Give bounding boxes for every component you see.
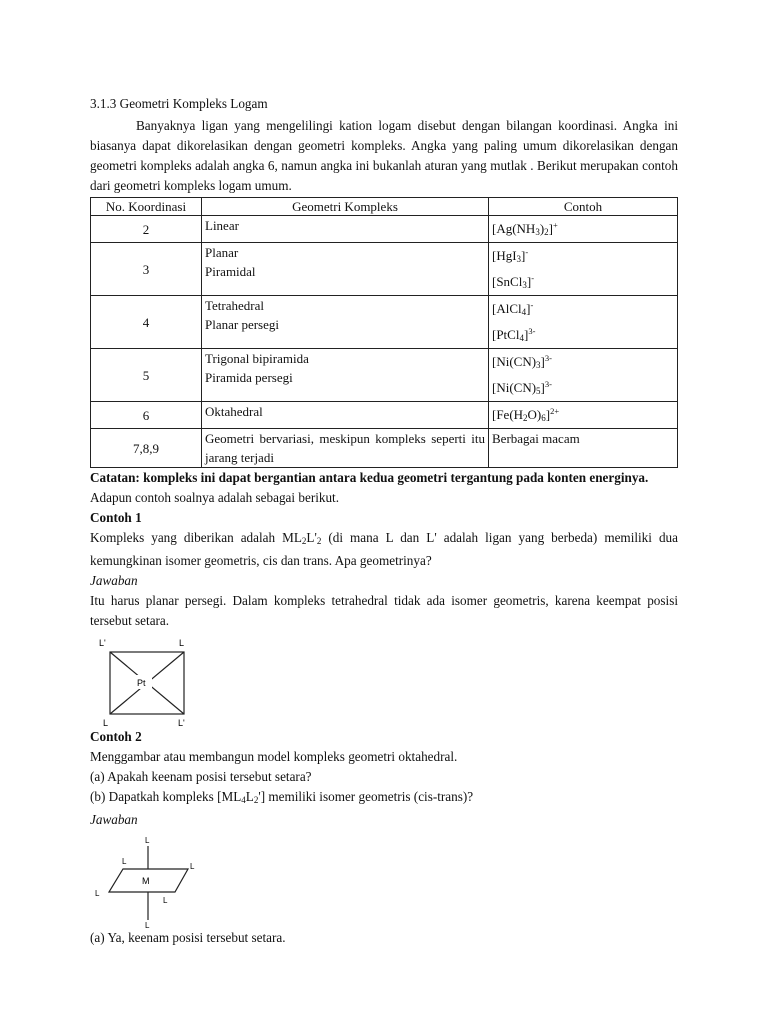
table-row [91,429,678,468]
table-header: No. Koordinasi [91,198,202,216]
example-formula: $[Fe(H_2O)_6]^{2+}$ [489,402,678,429]
example-formula: [SnCl$_3$]- [492,273,535,290]
ligand-label: L [190,862,195,871]
geometry-name: Trigonal bipiramida [205,351,309,366]
example2-question-1: Menggambar atau membangun model kompleks geometri oktahedral. [90,749,458,764]
geometry-name: Planar persegi [205,317,280,332]
geometry-name: Linear [202,216,489,243]
example-formula: $[Ni(CN)_3]^{3-}$ [492,353,552,370]
document-page [90,94,678,948]
ligand-label: L [122,857,127,866]
section-title: 3.1.3 Geometri Kompleks Logam [90,96,268,111]
coordination-number: 6 [91,402,202,429]
example-formula: [HgI$_3$]- [492,247,529,264]
intro-paragraph: Banyaknya ligan yang mengelilingi kation logam disebut dengan bilangan koordinasi. Angka ini biasanya dapat dikorelasikan dengan geometri kompleks. Angka yang paling umum dikorelasikan dengan geometri kompleks adalah angka 6, namun angka ini bukanlah aturan yang mutlak . Berikut merupakan contoh dari geometri kompleks logam umum. [90,118,678,193]
table-header: Geometri Kompleks [202,198,489,216]
table-row [91,402,678,429]
ligand-label: L [163,896,168,905]
ligand-label: L [145,836,150,845]
geometry-table [90,197,678,468]
example1-title: Contoh 1 [90,510,142,525]
example1-answer-label: Jawaban [90,573,138,588]
example1-answer: Itu harus planar persegi. Dalam kompleks tetrahedral tidak ada isomer geometris, karena keempat posisi tersebut setara. [90,593,678,628]
geometry-name: Oktahedral [202,402,489,429]
geometry-cell [202,243,489,296]
geometry-cell [202,296,489,349]
geometry-name: Geometri bervariasi, meskipun kompleks seperti itu jarang terjadi [202,429,489,468]
ligand-label: L [95,889,100,898]
table-row [91,243,678,296]
ligand-label: L [145,921,150,928]
geometry-name: Piramida persegi [205,370,293,385]
example2-question-2: (a) Apakah keenam posisi tersebut setara? [90,769,312,784]
geometry-name: Tetrahedral [205,298,264,313]
example-formula: [PtCl$_4$]$^{3-}$ [492,326,536,343]
coordination-number: 5 [91,349,202,402]
ligand-label: L' [99,638,106,648]
table-header: Contoh [489,198,678,216]
table-header-row [91,198,678,216]
geometry-name: Piramidal [205,264,256,279]
metal-label: Pt [137,678,146,688]
table-row [91,349,678,402]
metal-label: M [142,876,150,886]
ligand-label: L [179,638,185,648]
example-formula: $[Ni(CN)_5]^{3-}$ [492,379,552,396]
example-formula: [AlCl$_4$]- [492,300,534,317]
octahedral-figure [94,836,214,928]
ligand-label: L' [178,718,185,727]
coordination-number: 4 [91,296,202,349]
table-row [91,216,678,243]
note: Catatan: kompleks ini dapat bergantian antara kedua geometri tergantung pada konten energinya. [90,470,649,485]
coordination-number: 2 [91,216,202,243]
example-cell [489,296,678,349]
example2-answer-a: (a) Ya, keenam posisi tersebut setara. [90,930,286,945]
example-cell [489,349,678,402]
example-cell [489,243,678,296]
table-row [91,296,678,349]
example-formula: $[Ag(NH_3)_2]^+$ [489,216,678,243]
square-planar-figure [96,635,206,727]
examples-intro: Adapun contoh soalnya adalah sebagai berikut. [90,490,340,505]
example2-title: Contoh 2 [90,729,142,744]
example-text: Berbagai macam [489,429,678,468]
example2-answer-label: Jawaban [90,812,138,827]
example2-question-3: (b) Dapatkah kompleks $[ML_4L_2']$ memiliki isomer geometris (cis-trans)? [90,789,474,805]
example1-question: Kompleks yang diberikan adalah $ML_2L'_2$ (di mana L dan L' adalah ligan yang berbeda) memiliki dua kemungkinan isomer geometris, cis dan trans. Apa geometrinya? [90,530,678,568]
coordination-number: 7,8,9 [91,429,202,468]
geometry-name: Planar [205,245,239,260]
geometry-cell [202,349,489,402]
ligand-label: L [103,718,109,727]
coordination-number: 3 [91,243,202,296]
